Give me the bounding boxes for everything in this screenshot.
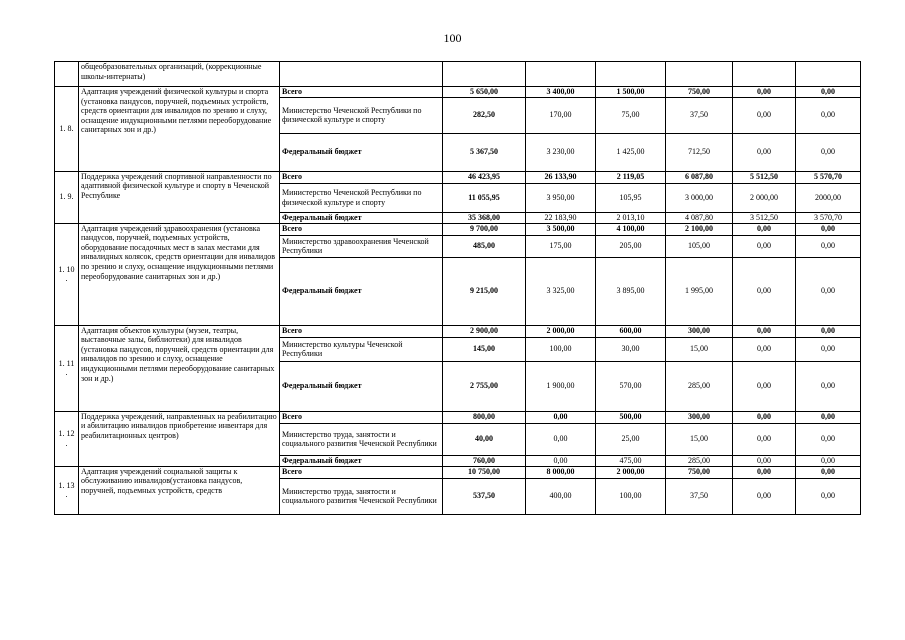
value-cell: 3 400,00 (526, 87, 596, 98)
value-cell: 2000,00 (796, 183, 861, 212)
value-cell: 170,00 (526, 97, 596, 133)
value-cell: 3 512,50 (733, 212, 796, 223)
value-cell: 9 215,00 (443, 257, 526, 325)
value-cell: 100,00 (526, 337, 596, 361)
value-cell: 0,00 (796, 325, 861, 337)
value-cell: 0,00 (796, 423, 861, 455)
value-cell: 0,00 (733, 411, 796, 423)
source-cell (280, 62, 443, 87)
value-cell: 145,00 (443, 337, 526, 361)
value-cell: 5 650,00 (443, 87, 526, 98)
value-cell: 0,00 (733, 423, 796, 455)
table-row (55, 466, 861, 478)
row-number-cell (55, 62, 79, 87)
value-cell: 0,00 (733, 466, 796, 478)
value-cell (526, 62, 596, 87)
value-cell: 35 368,00 (443, 212, 526, 223)
value-cell: 750,00 (666, 466, 733, 478)
value-cell: 0,00 (733, 455, 796, 466)
source-cell: Федеральный бюджет (280, 133, 443, 171)
value-cell (443, 62, 526, 87)
value-cell: 0,00 (733, 361, 796, 411)
row-number-cell: 1. 11 . (55, 325, 79, 411)
table-body (55, 62, 861, 515)
value-cell: 2 900,00 (443, 325, 526, 337)
value-cell: 75,00 (596, 97, 666, 133)
source-cell: Всего (280, 223, 443, 235)
value-cell: 100,00 (596, 478, 666, 514)
value-cell: 0,00 (796, 466, 861, 478)
value-cell: 2 000,00 (596, 466, 666, 478)
value-cell: 46 423,95 (443, 171, 526, 183)
description-cell: общеобразовательных организаций, (коррекционные школы-интернаты) (79, 62, 280, 87)
value-cell: 285,00 (666, 361, 733, 411)
value-cell: 5 570,70 (796, 171, 861, 183)
value-cell: 3 500,00 (526, 223, 596, 235)
value-cell: 0,00 (733, 133, 796, 171)
value-cell: 750,00 (666, 87, 733, 98)
value-cell: 5 512,50 (733, 171, 796, 183)
value-cell: 15,00 (666, 423, 733, 455)
row-number-cell: 1. 8. (55, 87, 79, 172)
value-cell: 0,00 (796, 411, 861, 423)
value-cell: 0,00 (733, 325, 796, 337)
value-cell: 5 367,50 (443, 133, 526, 171)
value-cell: 1 900,00 (526, 361, 596, 411)
page-number: 100 (443, 31, 462, 45)
value-cell: 0,00 (796, 361, 861, 411)
budget-table (54, 61, 861, 515)
value-cell (666, 62, 733, 87)
value-cell: 2 755,00 (443, 361, 526, 411)
value-cell: 2 000,00 (526, 325, 596, 337)
row-number-cell: 1. 10 . (55, 223, 79, 325)
value-cell: 0,00 (733, 235, 796, 257)
value-cell: 3 570,70 (796, 212, 861, 223)
value-cell: 175,00 (526, 235, 596, 257)
source-cell: Всего (280, 411, 443, 423)
row-number-cell: 1. 12 . (55, 411, 79, 466)
value-cell: 2 100,00 (666, 223, 733, 235)
table-row (55, 223, 861, 235)
value-cell: 485,00 (443, 235, 526, 257)
source-cell: Всего (280, 466, 443, 478)
source-cell: Федеральный бюджет (280, 212, 443, 223)
value-cell: 205,00 (596, 235, 666, 257)
value-cell: 475,00 (596, 455, 666, 466)
value-cell: 26 133,90 (526, 171, 596, 183)
value-cell: 37,50 (666, 478, 733, 514)
value-cell: 600,00 (596, 325, 666, 337)
value-cell: 25,00 (596, 423, 666, 455)
value-cell: 9 700,00 (443, 223, 526, 235)
value-cell: 0,00 (796, 97, 861, 133)
source-cell: Федеральный бюджет (280, 455, 443, 466)
value-cell: 0,00 (733, 257, 796, 325)
description-cell: Адаптация учреждений физической культуры и спорта (установка пандусов, поручней, подъемных устройств, средств ориентации для инвалидов по зрению и слуху, оснащение индукционными петлями переоборудование санитарных зон и др.) (79, 87, 280, 172)
table-row (55, 62, 861, 87)
value-cell: 2 013,10 (596, 212, 666, 223)
value-cell: 37,50 (666, 97, 733, 133)
value-cell: 4 100,00 (596, 223, 666, 235)
source-cell: Федеральный бюджет (280, 361, 443, 411)
value-cell: 11 055,95 (443, 183, 526, 212)
value-cell: 3 000,00 (666, 183, 733, 212)
value-cell: 15,00 (666, 337, 733, 361)
value-cell: 3 950,00 (526, 183, 596, 212)
description-cell: Поддержка учреждений спортивной направленности по адаптивной физической культуре и спорту в Чеченской Республике (79, 171, 280, 223)
value-cell: 40,00 (443, 423, 526, 455)
source-cell: Федеральный бюджет (280, 257, 443, 325)
value-cell: 712,50 (666, 133, 733, 171)
value-cell: 570,00 (596, 361, 666, 411)
value-cell: 0,00 (526, 423, 596, 455)
value-cell: 0,00 (796, 455, 861, 466)
value-cell: 0,00 (733, 87, 796, 98)
value-cell: 0,00 (796, 337, 861, 361)
value-cell: 0,00 (796, 223, 861, 235)
value-cell: 0,00 (733, 223, 796, 235)
source-cell: Министерство труда, занятости и социального развития Чеченской Республики (280, 478, 443, 514)
value-cell: 30,00 (596, 337, 666, 361)
value-cell: 0,00 (526, 411, 596, 423)
value-cell: 3 325,00 (526, 257, 596, 325)
value-cell: 105,00 (666, 235, 733, 257)
value-cell: 22 183,90 (526, 212, 596, 223)
value-cell: 0,00 (796, 235, 861, 257)
source-cell: Всего (280, 325, 443, 337)
value-cell: 2 119,05 (596, 171, 666, 183)
value-cell: 0,00 (526, 455, 596, 466)
value-cell: 1 995,00 (666, 257, 733, 325)
value-cell: 282,50 (443, 97, 526, 133)
source-cell: Министерство культуры Чеченской Республики (280, 337, 443, 361)
value-cell: 0,00 (733, 478, 796, 514)
value-cell: 300,00 (666, 325, 733, 337)
value-cell: 0,00 (733, 97, 796, 133)
source-cell: Всего (280, 87, 443, 98)
value-cell: 760,00 (443, 455, 526, 466)
row-number-cell: 1. 9. (55, 171, 79, 223)
value-cell: 0,00 (796, 478, 861, 514)
source-cell: Министерство здравоохранения Чеченской Республики (280, 235, 443, 257)
value-cell: 105,95 (596, 183, 666, 212)
value-cell: 1 425,00 (596, 133, 666, 171)
value-cell: 10 750,00 (443, 466, 526, 478)
value-cell (733, 62, 796, 87)
table-row (55, 325, 861, 337)
description-cell: Поддержка учреждений, направленных на реабилитацию и абилитацию инвалидов приобретение инвентаря для реабилитационных центров) (79, 411, 280, 466)
description-cell: Адаптация учреждений социальной защиты к обслуживанию инвалидов(установка пандусов, поручней, подъемных устройств, средств (79, 466, 280, 514)
value-cell: 0,00 (796, 257, 861, 325)
value-cell: 300,00 (666, 411, 733, 423)
row-number-cell: 1. 13 . (55, 466, 79, 514)
description-cell: Адаптация учреждений здравоохранения (установка пандусов, поручней, подъемных устройств, оборудование посадочных мест в залах местами для инвалидных колясок, средств ориентации для инвалидов по зрению и слуху, оснащение индукционными петлями переоборудование санитарных зон и др.) (79, 223, 280, 325)
source-cell: Всего (280, 171, 443, 183)
table-row (55, 171, 861, 183)
table-row (55, 411, 861, 423)
value-cell: 285,00 (666, 455, 733, 466)
value-cell: 4 087,80 (666, 212, 733, 223)
value-cell: 0,00 (796, 133, 861, 171)
value-cell (596, 62, 666, 87)
value-cell: 0,00 (733, 337, 796, 361)
source-cell: Министерство Чеченской Республики по физической культуре и спорту (280, 183, 443, 212)
description-cell: Адаптация объектов культуры (музеи, театры, выставочные залы, библиотеки) для инвалидов (установка пандусов, поручней, средств ориентации для инвалидов по зрению и слуху, оснащение индукционными петлями переоборудование санитарных зон и др.) (79, 325, 280, 411)
table-row (55, 87, 861, 98)
value-cell: 8 000,00 (526, 466, 596, 478)
value-cell: 3 895,00 (596, 257, 666, 325)
value-cell: 400,00 (526, 478, 596, 514)
value-cell: 2 000,00 (733, 183, 796, 212)
value-cell: 500,00 (596, 411, 666, 423)
value-cell: 3 230,00 (526, 133, 596, 171)
value-cell: 800,00 (443, 411, 526, 423)
source-cell: Министерство Чеченской Республики по физической культуре и спорту (280, 97, 443, 133)
value-cell (796, 62, 861, 87)
value-cell: 0,00 (796, 87, 861, 98)
source-cell: Министерство труда, занятости и социального развития Чеченской Республики (280, 423, 443, 455)
value-cell: 6 087,80 (666, 171, 733, 183)
value-cell: 537,50 (443, 478, 526, 514)
value-cell: 1 500,00 (596, 87, 666, 98)
